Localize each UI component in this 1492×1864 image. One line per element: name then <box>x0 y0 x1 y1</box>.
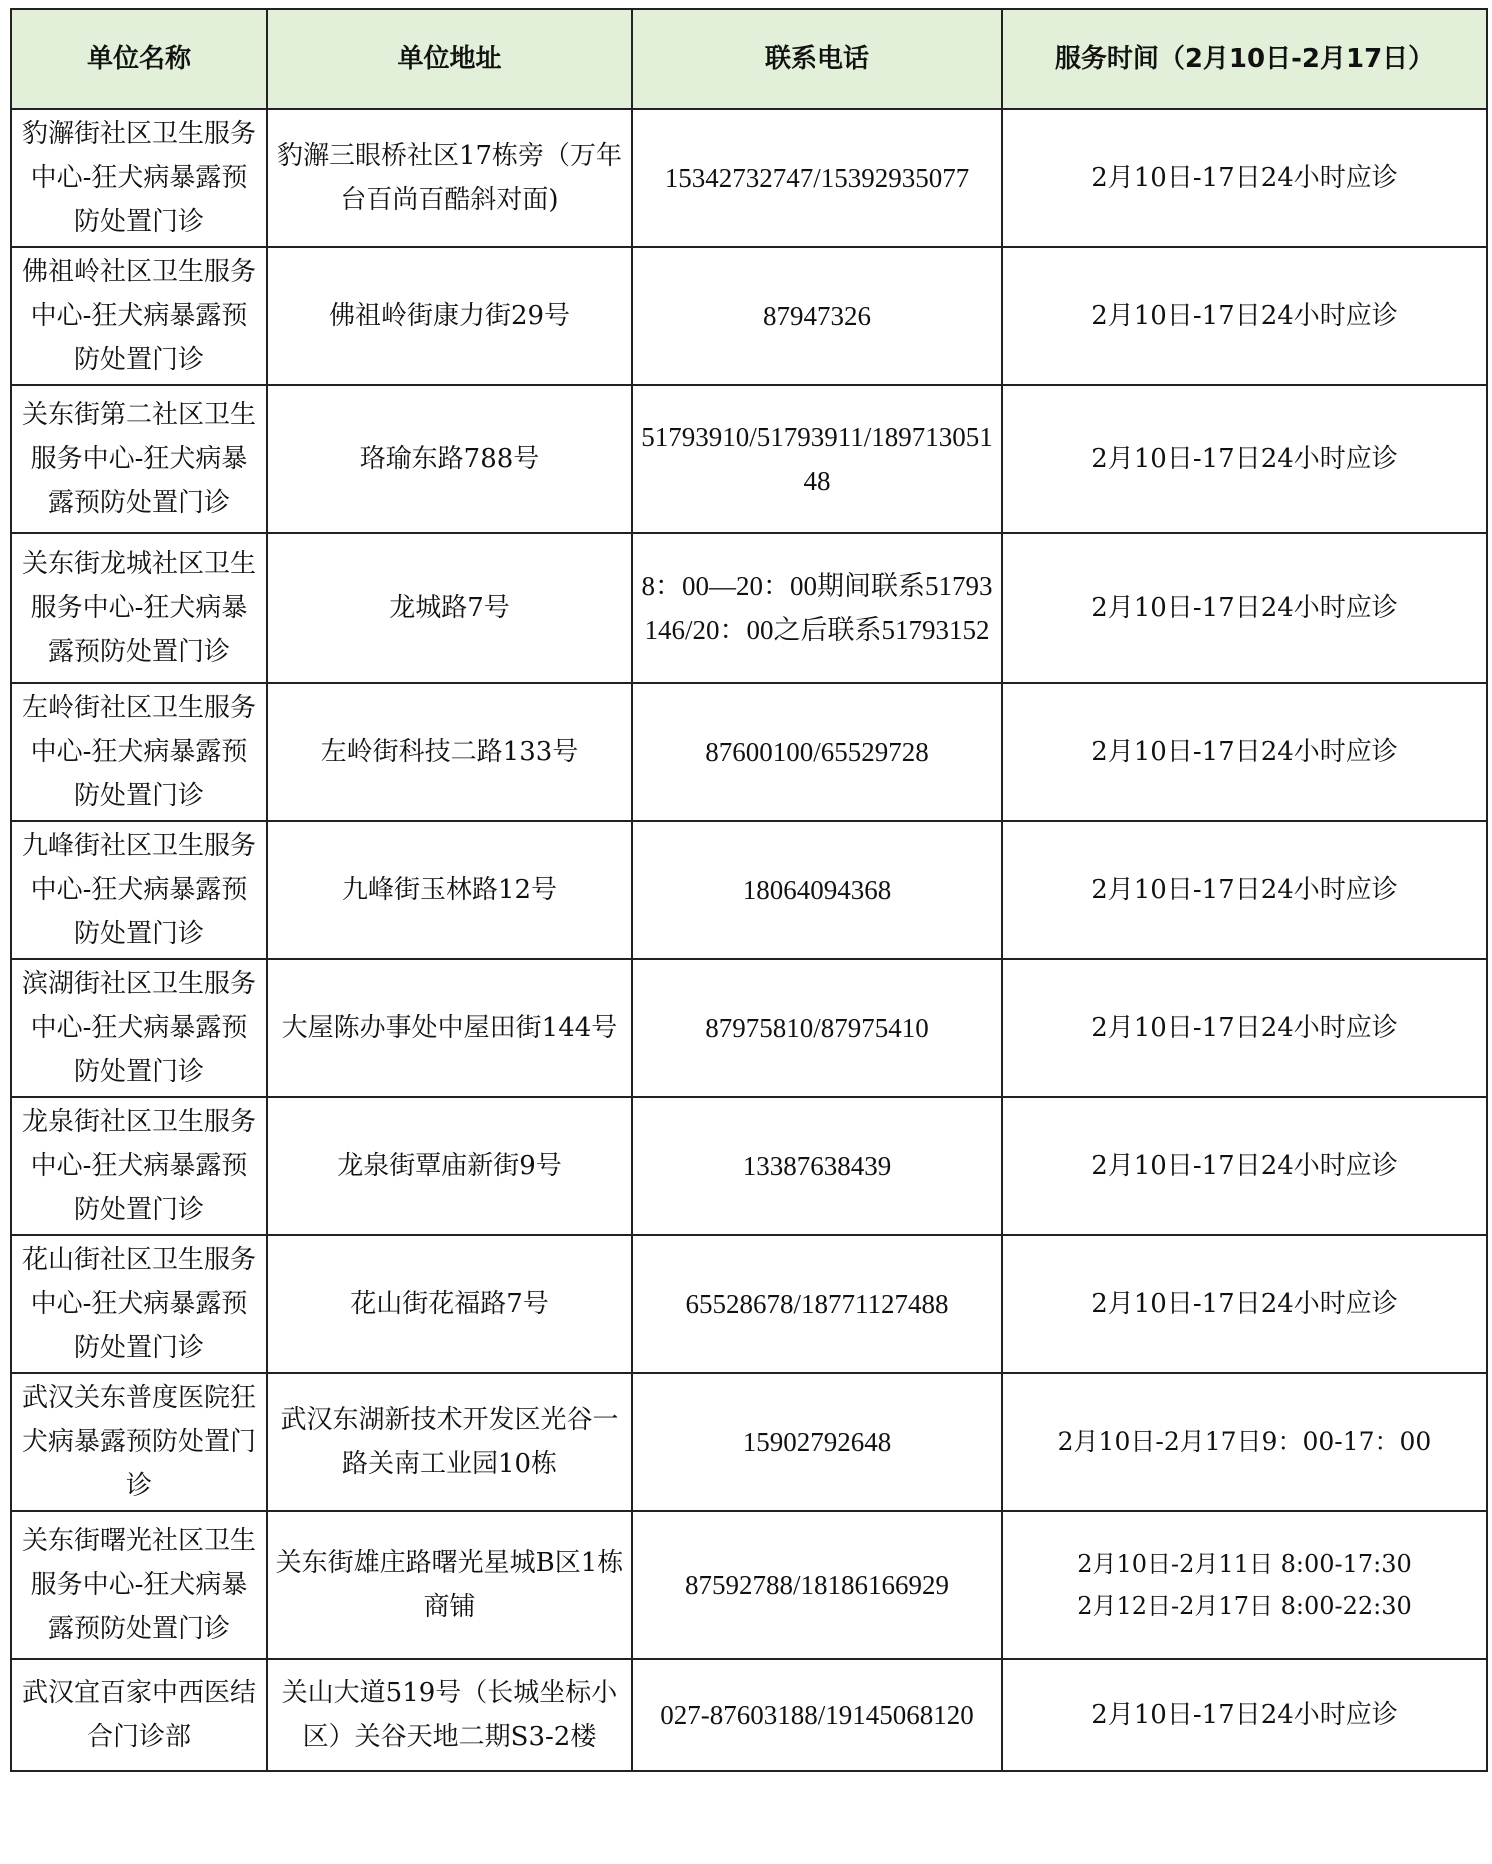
table-header <box>11 9 1487 109</box>
unit-name: 武汉宜百家中西医结合门诊部 <box>11 1659 267 1771</box>
unit-name: 关东街第二社区卫生服务中心-狂犬病暴露预防处置门诊 <box>11 385 267 533</box>
contact-phone: 15342732747/15392935077 <box>632 109 1002 247</box>
contact-phone: 87600100/65529728 <box>632 683 1002 821</box>
unit-name: 龙泉街社区卫生服务中心-狂犬病暴露预防处置门诊 <box>11 1097 267 1235</box>
contact-phone: 87592788/18186166929 <box>632 1511 1002 1659</box>
service-hours: 2月10日-17日24小时应诊 <box>1002 1097 1487 1235</box>
service-hours: 2月10日-17日24小时应诊 <box>1002 959 1487 1097</box>
header-unit-name: 单位名称 <box>11 9 267 109</box>
contact-phone: 65528678/18771127488 <box>632 1235 1002 1373</box>
unit-address: 龙城路7号 <box>267 533 632 683</box>
unit-address: 花山街花福路7号 <box>267 1235 632 1373</box>
unit-address: 关山大道519号（长城坐标小区）关谷天地二期S3-2楼 <box>267 1659 632 1771</box>
service-hours: 2月10日-17日24小时应诊 <box>1002 1235 1487 1373</box>
service-hours-line: 2月10日-2月11日 8:00-17:30 <box>1077 1550 1412 1578</box>
table-row <box>11 385 1487 533</box>
unit-address: 龙泉街覃庙新街9号 <box>267 1097 632 1235</box>
table-row <box>11 821 1487 959</box>
unit-name: 滨湖街社区卫生服务中心-狂犬病暴露预防处置门诊 <box>11 959 267 1097</box>
unit-address: 大屋陈办事处中屋田街144号 <box>267 959 632 1097</box>
service-hours: 2月10日-2月17日9：00-17：00 <box>1002 1373 1487 1511</box>
table-row <box>11 247 1487 385</box>
table-row <box>11 109 1487 247</box>
contact-phone: 51793910/51793911/18971305148 <box>632 385 1002 533</box>
unit-name: 关东街曙光社区卫生服务中心-狂犬病暴露预防处置门诊 <box>11 1511 267 1659</box>
contact-phone: 15902792648 <box>632 1373 1002 1511</box>
contact-phone: 87975810/87975410 <box>632 959 1002 1097</box>
clinic-table-container <box>10 8 1486 1772</box>
service-hours <box>1002 1511 1487 1659</box>
table-row <box>11 1373 1487 1511</box>
service-hours: 2月10日-17日24小时应诊 <box>1002 109 1487 247</box>
unit-address: 珞瑜东路788号 <box>267 385 632 533</box>
table-row <box>11 1235 1487 1373</box>
unit-name: 左岭街社区卫生服务中心-狂犬病暴露预防处置门诊 <box>11 683 267 821</box>
header-row <box>11 9 1487 109</box>
header-unit-address: 单位地址 <box>267 9 632 109</box>
unit-name: 佛祖岭社区卫生服务中心-狂犬病暴露预防处置门诊 <box>11 247 267 385</box>
table-row <box>11 533 1487 683</box>
service-hours-line: 2月12日-2月17日 8:00-22:30 <box>1077 1592 1412 1620</box>
table-row <box>11 683 1487 821</box>
service-hours: 2月10日-17日24小时应诊 <box>1002 821 1487 959</box>
unit-address: 武汉东湖新技术开发区光谷一路关南工业园10栋 <box>267 1373 632 1511</box>
unit-name: 关东街龙城社区卫生服务中心-狂犬病暴露预防处置门诊 <box>11 533 267 683</box>
unit-name: 花山街社区卫生服务中心-狂犬病暴露预防处置门诊 <box>11 1235 267 1373</box>
table-row <box>11 1659 1487 1771</box>
table-row <box>11 1511 1487 1659</box>
unit-name: 九峰街社区卫生服务中心-狂犬病暴露预防处置门诊 <box>11 821 267 959</box>
clinic-table <box>10 8 1488 1772</box>
service-hours: 2月10日-17日24小时应诊 <box>1002 1659 1487 1771</box>
unit-address: 九峰街玉林路12号 <box>267 821 632 959</box>
table-row <box>11 1097 1487 1235</box>
contact-phone: 027-87603188/19145068120 <box>632 1659 1002 1771</box>
unit-name: 豹澥街社区卫生服务中心-狂犬病暴露预防处置门诊 <box>11 109 267 247</box>
table-row <box>11 959 1487 1097</box>
service-hours: 2月10日-17日24小时应诊 <box>1002 385 1487 533</box>
unit-address: 左岭街科技二路133号 <box>267 683 632 821</box>
table-body <box>11 109 1487 1771</box>
contact-phone: 8：00—20：00期间联系51793146/20：00之后联系51793152 <box>632 533 1002 683</box>
header-contact-phone: 联系电话 <box>632 9 1002 109</box>
unit-address: 豹澥三眼桥社区17栋旁（万年台百尚百酷斜对面) <box>267 109 632 247</box>
unit-address: 关东街雄庄路曙光星城B区1栋商铺 <box>267 1511 632 1659</box>
unit-name: 武汉关东普度医院狂犬病暴露预防处置门诊 <box>11 1373 267 1511</box>
service-hours: 2月10日-17日24小时应诊 <box>1002 247 1487 385</box>
service-hours: 2月10日-17日24小时应诊 <box>1002 533 1487 683</box>
contact-phone: 13387638439 <box>632 1097 1002 1235</box>
contact-phone: 87947326 <box>632 247 1002 385</box>
contact-phone: 18064094368 <box>632 821 1002 959</box>
service-hours: 2月10日-17日24小时应诊 <box>1002 683 1487 821</box>
unit-address: 佛祖岭街康力街29号 <box>267 247 632 385</box>
header-service-hours: 服务时间（2月10日-2月17日） <box>1002 9 1487 109</box>
